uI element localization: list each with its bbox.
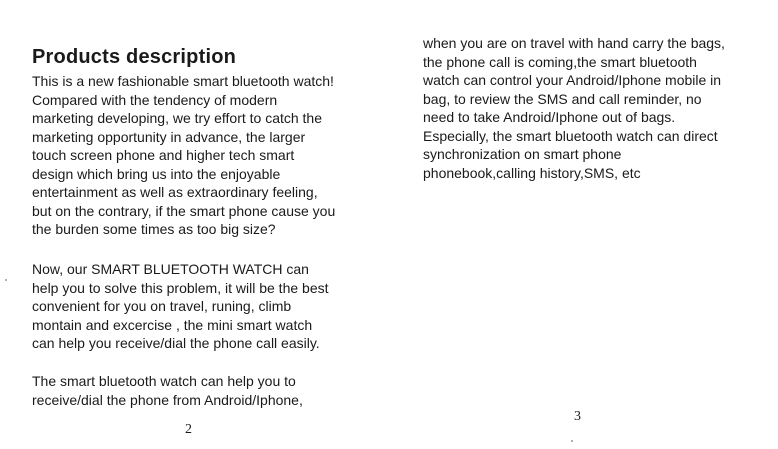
text-line: This is a new fashionable smart bluetooth watch!: [32, 73, 334, 89]
description-paragraph-2: [32, 260, 329, 353]
text-line: phonebook,calling history,SMS, etc: [423, 164, 641, 181]
text-line: when you are on travel with hand carry the bags,: [423, 35, 725, 51]
text-line: Now, our SMART BLUETOOTH WATCH can: [32, 261, 309, 277]
text-line: marketing developing, we try effort to catch the: [32, 110, 323, 126]
text-line: convenient for you on travel, runing, climb: [32, 298, 292, 314]
text-line: help you to solve this problem, it will be the best: [32, 279, 329, 296]
text-line: the burden some times as too big size?: [32, 221, 276, 237]
text-line: the phone call is coming,the smart bluetooth: [423, 53, 697, 70]
text-line: receive/dial the phone from Android/Iphone,: [32, 391, 303, 408]
scan-speck: [571, 440, 573, 442]
text-line: entertainment as well as extraordinary feeling,: [32, 184, 318, 200]
right-page: [389, 0, 778, 449]
text-line: can help you receive/dial the phone call easily.: [32, 335, 320, 351]
description-paragraph-3: [32, 372, 303, 409]
text-line: need to take Android/Iphone out of bags.: [423, 109, 676, 125]
scan-speck: [5, 279, 7, 281]
text-line: marketing opportunity in advance, the larger: [32, 128, 306, 145]
page-heading: Products description: [32, 46, 237, 68]
page-number: 2: [185, 422, 192, 437]
text-line: but on the contrary, if the smart phone cause you: [32, 202, 336, 219]
text-line: design which bring us into the enjoyable: [32, 165, 281, 182]
text-line: Compared with the tendency of modern: [32, 91, 278, 108]
description-paragraph-continued: [423, 34, 725, 182]
text-line: montain and excercise , the mini smart watch: [32, 316, 313, 333]
page-number: 3: [574, 409, 581, 424]
text-line: The smart bluetooth watch can help you to: [32, 373, 296, 389]
description-paragraph-1: [32, 72, 335, 239]
text-line: synchronization on smart phone: [423, 146, 622, 162]
text-line: touch screen phone and higher tech smart: [32, 147, 295, 163]
text-line: bag, to review the SMS and call reminder, no: [423, 90, 702, 107]
text-line: Especially, the smart bluetooth watch can direct: [423, 127, 718, 144]
text-line: watch can control your Android/Iphone mobile in: [423, 72, 722, 88]
